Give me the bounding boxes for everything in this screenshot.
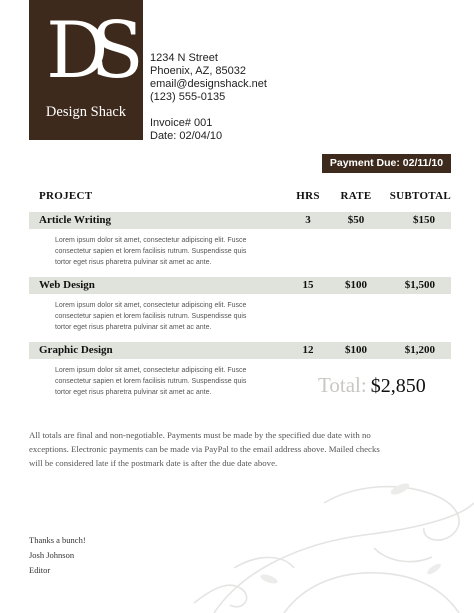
desc-line: consectetur sapien et lorem facilisis rutrum. Suspendisse quis [55,313,247,320]
row-project: Web Design [39,279,95,291]
row-rate: $50 [347,214,365,226]
phone: (123) 555-0135 [150,91,226,103]
desc-line: Lorem ipsum dolor sit amet, consectetur adipiscing elit. Fusce [55,367,247,374]
terms-line: All totals are final and non-negotiable. Payments must be made by the specified due date with no [29,430,371,440]
invoice-meta [150,117,267,143]
signature-title: Editor [29,565,51,575]
row-description [55,365,280,398]
invoice-date: Date: 02/04/10 [150,130,223,142]
total-label: Total: [318,373,367,397]
total-value: $2,850 [370,375,426,397]
row-description [55,235,280,268]
logo-monogram: DS [46,6,126,96]
row-rate: $100 [345,344,367,356]
table-header [29,190,451,206]
header-subtotal: SUBTOTAL [389,190,451,202]
invoice-number: Invoice# 001 [150,117,213,129]
logo-name: Design Shack [45,104,127,120]
signature-name: Josh Johnson [29,550,75,560]
header-rate: RATE [340,190,372,202]
desc-line: Lorem ipsum dolor sit amet, consectetur adipiscing elit. Fusce [55,302,247,309]
desc-line: consectetur sapien et lorem facilisis rutrum. Suspendisse quis [55,248,247,255]
desc-line: consectetur sapien et lorem facilisis rutrum. Suspendisse quis [55,378,247,385]
signature [29,533,86,578]
invoice-total [318,373,426,398]
row-subtotal: $150 [413,214,435,226]
street: 1234 N Street [150,52,218,64]
decorative-swirl [174,473,474,613]
table-row [29,342,451,359]
terms-line: will be considered late if the postmark date is after the due date above. [29,458,278,468]
row-project: Graphic Design [39,344,113,356]
table-row [29,212,451,229]
row-hrs: 15 [302,279,314,291]
table-row [29,277,451,294]
email: email@designshack.net [150,78,267,90]
row-rate: $100 [345,279,367,291]
desc-line: Lorem ipsum dolor sit amet, consectetur adipiscing elit. Fusce [55,237,247,244]
row-subtotal: $1,200 [404,344,435,356]
logo [29,0,143,140]
desc-line: tortor eget risus pharetra pulvinar sit amet ac ante. [55,389,212,396]
payment-due-badge: Payment Due: 02/11/10 [322,154,451,173]
sender-address [150,52,267,143]
header-hrs: HRS [296,190,320,202]
header-project: PROJECT [39,190,93,202]
terms-paragraph [29,428,445,470]
city: Phoenix, AZ, 85032 [150,65,247,77]
row-project: Article Writing [39,214,111,226]
row-hrs: 12 [302,344,314,356]
terms-line: exceptions. Electronic payments can be made via PayPal to the email address above. Mailed checks [29,444,380,454]
desc-line: tortor eget risus pharetra pulvinar sit amet ac ante. [55,324,212,331]
row-hrs: 3 [305,214,311,226]
row-description [55,300,280,333]
desc-line: tortor eget risus pharetra pulvinar sit amet ac ante. [55,259,212,266]
signature-thanks: Thanks a bunch! [29,535,86,545]
row-subtotal: $1,500 [404,279,435,291]
